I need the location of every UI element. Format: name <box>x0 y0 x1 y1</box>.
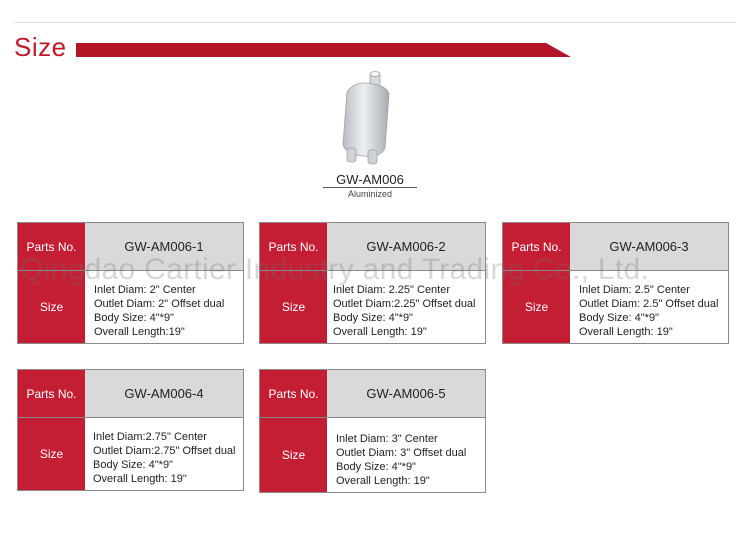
title-accent-bar <box>76 43 571 57</box>
spec-card-2 <box>259 222 486 344</box>
spec-outlet: Outlet Diam:2.75" Offset dual <box>93 445 236 457</box>
section-title: Size <box>14 32 67 62</box>
spec-inlet: Inlet Diam: 2.5" Center <box>579 284 690 296</box>
part-number: GW-AM006-2 <box>327 223 485 270</box>
spec-outlet: Outlet Diam: 3" Offset dual <box>336 447 467 459</box>
spec-overall-length: Overall Length: 19" <box>579 326 673 338</box>
muffler-image <box>335 70 405 168</box>
parts-no-label: Parts No. <box>503 223 570 270</box>
spec-list <box>336 432 483 488</box>
spec-card-3 <box>502 222 729 344</box>
spec-list <box>93 430 241 486</box>
spec-outlet: Outlet Diam: 2" Offset dual <box>94 298 225 310</box>
part-number: GW-AM006-3 <box>570 223 728 270</box>
spec-card-1 <box>17 222 244 344</box>
parts-no-label: Parts No. <box>260 223 327 270</box>
part-number: GW-AM006-5 <box>327 370 485 417</box>
spec-card-4 <box>17 369 244 491</box>
spec-body-size: Body Size: 4"*9" <box>93 459 173 471</box>
spec-overall-length: Overall Length: 19" <box>333 326 427 338</box>
spec-list <box>579 283 726 339</box>
spec-body-size: Body Size: 4"*9" <box>336 461 416 473</box>
size-label: Size <box>503 271 570 343</box>
spec-list <box>94 283 241 339</box>
product-name: GW-AM006 <box>336 172 404 187</box>
part-number: GW-AM006-1 <box>85 223 243 270</box>
spec-overall-length: Overall Length: 19" <box>336 475 430 487</box>
spec-outlet: Outlet Diam:2.25" Offset dual <box>333 298 476 310</box>
spec-list <box>333 283 483 339</box>
spec-overall-length: Overall Length:19" <box>94 326 185 338</box>
size-label: Size <box>260 271 327 343</box>
spec-inlet: Inlet Diam: 3" Center <box>336 433 438 445</box>
spec-body-size: Body Size: 4"*9" <box>333 312 413 324</box>
spec-inlet: Inlet Diam: 2" Center <box>94 284 196 296</box>
part-number: GW-AM006-4 <box>85 370 243 417</box>
product-figure <box>320 70 420 200</box>
parts-no-label: Parts No. <box>18 223 85 270</box>
spec-body-size: Body Size: 4"*9" <box>94 312 174 324</box>
spec-inlet: Inlet Diam: 2.25" Center <box>333 284 451 296</box>
parts-no-label: Parts No. <box>18 370 85 417</box>
size-label: Size <box>260 418 327 492</box>
product-underline <box>323 187 417 188</box>
top-divider <box>14 22 736 23</box>
spec-card-5 <box>259 369 486 493</box>
spec-body-size: Body Size: 4"*9" <box>579 312 659 324</box>
spec-overall-length: Overall Length: 19" <box>93 473 187 485</box>
parts-no-label: Parts No. <box>260 370 327 417</box>
spec-inlet: Inlet Diam:2.75" Center <box>93 431 207 443</box>
size-label: Size <box>18 271 85 343</box>
size-label: Size <box>18 418 85 490</box>
product-finish: Aluminized <box>347 189 393 199</box>
company-watermark: Qingdao Cartier Industry and Trading Co., Ltd. <box>20 253 650 286</box>
spec-outlet: Outlet Diam: 2.5" Offset dual <box>579 298 719 310</box>
